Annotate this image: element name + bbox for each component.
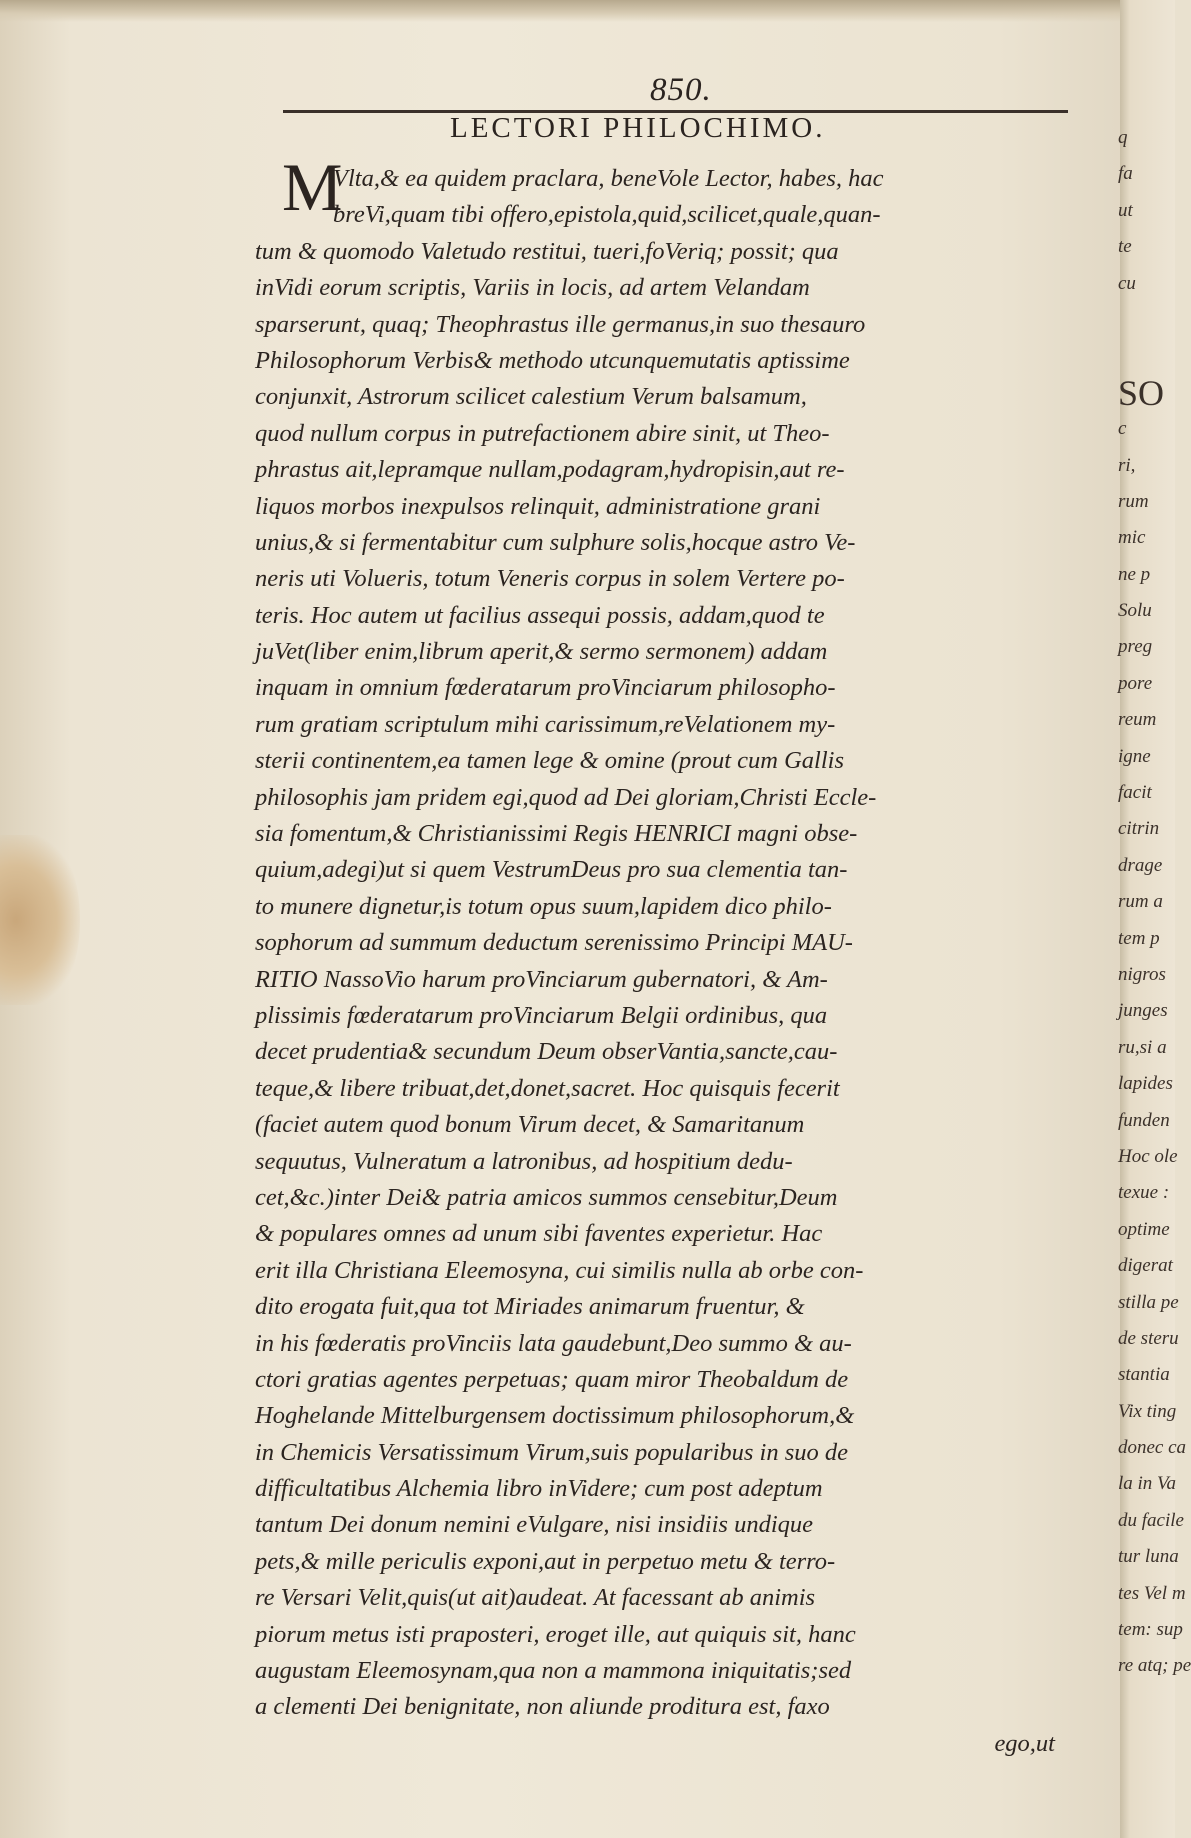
text-line: cet,&c.)inter Dei& patria amicos summos censebitur,Deum <box>255 1183 838 1211</box>
margin-fragment: SO <box>1118 372 1165 413</box>
text-line: Philosophorum Verbis& methodo utcunquemutatis aptissime <box>255 346 850 374</box>
text-line: quium,adegi)ut si quem VestrumDeus pro sua clementia tan- <box>255 856 848 884</box>
page-top-edge <box>0 0 1175 22</box>
margin-fragment: Solu <box>1118 600 1152 622</box>
margin-fragment: digerat <box>1118 1255 1173 1277</box>
text-line: tum & quomodo Valetudo restitui, tueri,foVeriq; possit; qua <box>255 237 839 265</box>
text-line: ego,ut <box>994 1729 1055 1757</box>
margin-fragment: ru,si a <box>1118 1036 1167 1058</box>
text-line: a clementi Dei benignitate, non aliunde proditura est, faxo <box>255 1693 830 1721</box>
text-line: sparserunt, quaq; Theophrastus ille germanus,in suo thesauro <box>255 310 866 338</box>
text-line: in his fœderatis proVinciis lata gaudebunt,Deo summo & au- <box>255 1329 852 1357</box>
margin-fragment: ri, <box>1118 454 1136 476</box>
facing-page-margin <box>1118 120 1191 1685</box>
text-line: philosophis jam pridem egi,quod ad Dei gloriam,Christi Eccle- <box>255 783 877 811</box>
text-line: pets,& mille periculis exponi,aut in perpetuo metu & terro- <box>255 1547 836 1575</box>
margin-fragment: reum <box>1118 709 1157 731</box>
margin-fragment: donec ca <box>1118 1437 1187 1459</box>
text-line: plissimis fœderatarum proVinciarum Belgii ordinibus, qua <box>255 1001 828 1029</box>
margin-fragment: drage <box>1118 854 1163 876</box>
margin-fragment: citrin <box>1118 818 1160 840</box>
margin-fragment <box>1118 338 1175 374</box>
text-line: sophorum ad summum deductum serenissimo Principi MAU- <box>255 929 853 957</box>
margin-fragment: preg <box>1118 636 1153 658</box>
margin-fragment: te <box>1118 236 1132 258</box>
margin-fragment: funden <box>1118 1109 1170 1131</box>
margin-fragment: rum a <box>1118 891 1163 913</box>
margin-fragment: fa <box>1118 163 1133 185</box>
drop-cap: M <box>282 149 343 225</box>
text-line: conjunxit, Astrorum scilicet calestium Verum balsamum, <box>255 383 807 411</box>
text-line: sterii continentem,ea tamen lege & omine (prout cum Gallis <box>255 747 845 775</box>
body-text <box>255 161 1090 1762</box>
running-head: LECTORI PHILOCHIMO. <box>450 112 826 144</box>
margin-fragment: ne p <box>1118 563 1151 585</box>
margin-fragment: du facile <box>1118 1509 1184 1531</box>
margin-fragment: pore <box>1118 672 1153 694</box>
margin-fragment: de steru <box>1118 1327 1179 1349</box>
margin-fragment: re atq; pe <box>1118 1655 1191 1677</box>
margin-fragment: rum <box>1118 490 1149 512</box>
margin-fragment: c <box>1118 418 1127 440</box>
margin-fragment: cu <box>1118 272 1136 294</box>
text-line: in Chemicis Versatissimum Virum,suis popularibus in suo de <box>255 1438 849 1466</box>
margin-fragment: tur luna <box>1118 1546 1179 1568</box>
margin-fragment: optime <box>1118 1218 1170 1240</box>
margin-fragment: la in Va <box>1118 1473 1177 1495</box>
text-line: teris. Hoc autem ut facilius assequi possis, addam,quod te <box>255 601 825 629</box>
text-line: Vlta,& ea quidem praclara, beneVole Lector, habes, hac <box>333 165 884 192</box>
margin-fragment: tes Vel m <box>1118 1582 1186 1604</box>
text-line: piorum metus isti praposteri, eroget ille, aut quiquis sit, hanc <box>255 1620 856 1648</box>
text-line: dito erogata fuit,qua tot Miriades animarum fruentur, & <box>255 1293 805 1321</box>
margin-fragment: lapides <box>1118 1073 1173 1095</box>
text-line: ctori gratias agentes perpetuas; quam miror Theobaldum de <box>255 1365 849 1393</box>
text-line: unius,& si fermentabitur cum sulphure solis,hocque astro Ve- <box>255 528 856 556</box>
page-number: 850. <box>650 72 712 108</box>
text-line: Hoghelande Mittelburgensem doctissimum philosophorum,& <box>255 1402 855 1430</box>
text-line: RITIO NassoVio harum proVinciarum gubernatori, & Am- <box>255 965 828 993</box>
text-line: liquos morbos inexpulsos relinquit, administratione grani <box>255 492 821 520</box>
margin-fragment <box>1118 302 1175 338</box>
text-line: sia fomentum,& Christianissimi Regis HENRICI magni obse- <box>255 820 858 848</box>
text-line: tantum Dei donum nemini eVulgare, nisi insidiis undique <box>255 1511 814 1539</box>
margin-fragment: mic <box>1118 527 1146 549</box>
margin-fragment: facit <box>1118 782 1152 804</box>
text-line: to munere dignetur,is totum opus suum,lapidem dico philo- <box>255 892 832 920</box>
text-line: juVet(liber enim,librum aperit,& sermo sermonem) addam <box>255 638 828 666</box>
text-line: erit illa Christiana Eleemosyna, cui similis nulla ab orbe con- <box>255 1256 864 1284</box>
margin-fragment: tem p <box>1118 927 1160 949</box>
text-line: augustam Eleemosynam,qua non a mammona iniquitatis;sed <box>255 1657 852 1685</box>
text-line: inVidi eorum scriptis, Variis in locis, ad artem Velandam <box>255 274 810 302</box>
text-line: re Versari Velit,quis(ut ait)audeat. At facessant ab animis <box>255 1584 816 1612</box>
text-line: rum gratiam scriptulum mihi carissimum,reVelationem my- <box>255 710 836 738</box>
text-line: phrastus ait,lepramque nullam,podagram,hydropisin,aut re- <box>255 456 845 484</box>
margin-fragment: q <box>1118 127 1128 148</box>
text-line: inquam in omnium fœderatarum proVinciarum philosopho- <box>255 674 836 702</box>
text-line: quod nullum corpus in putrefactionem abire sinit, ut Theo- <box>255 419 830 447</box>
margin-fragment: Vix ting <box>1118 1400 1177 1422</box>
margin-fragment: texue : <box>1118 1182 1170 1204</box>
text-line: & populares omnes ad unum sibi faventes experietur. Hac <box>255 1220 823 1248</box>
margin-fragment: igne <box>1118 745 1151 767</box>
margin-fragment: Hoc ole <box>1118 1145 1178 1167</box>
text-line: breVi,quam tibi offero,epistola,quid,scilicet,quale,quan- <box>333 201 881 229</box>
page-stain <box>0 835 80 1005</box>
margin-fragment: stilla pe <box>1118 1291 1179 1313</box>
margin-fragment: junges <box>1118 1000 1168 1022</box>
text-line: neris uti Volueris, totum Veneris corpus in solem Vertere po- <box>255 565 845 593</box>
text-line: decet prudentia& secundum Deum obserVantia,sancte,cau- <box>255 1038 838 1066</box>
margin-fragment: ut <box>1118 199 1133 221</box>
text-line: difficultatibus Alchemia libro inVidere; cum post adeptum <box>255 1475 823 1503</box>
margin-fragment: stantia <box>1118 1364 1170 1386</box>
margin-fragment: nigros <box>1118 963 1166 985</box>
text-line: sequutus, Vulneratum a latronibus, ad hospitium dedu- <box>255 1147 793 1175</box>
text-line: teque,& libere tribuat,det,donet,sacret. Hoc quisquis fecerit <box>255 1074 840 1102</box>
margin-fragment: tem: sup <box>1118 1619 1183 1641</box>
text-line: (faciet autem quod bonum Virum decet, & Samaritanum <box>255 1111 805 1139</box>
